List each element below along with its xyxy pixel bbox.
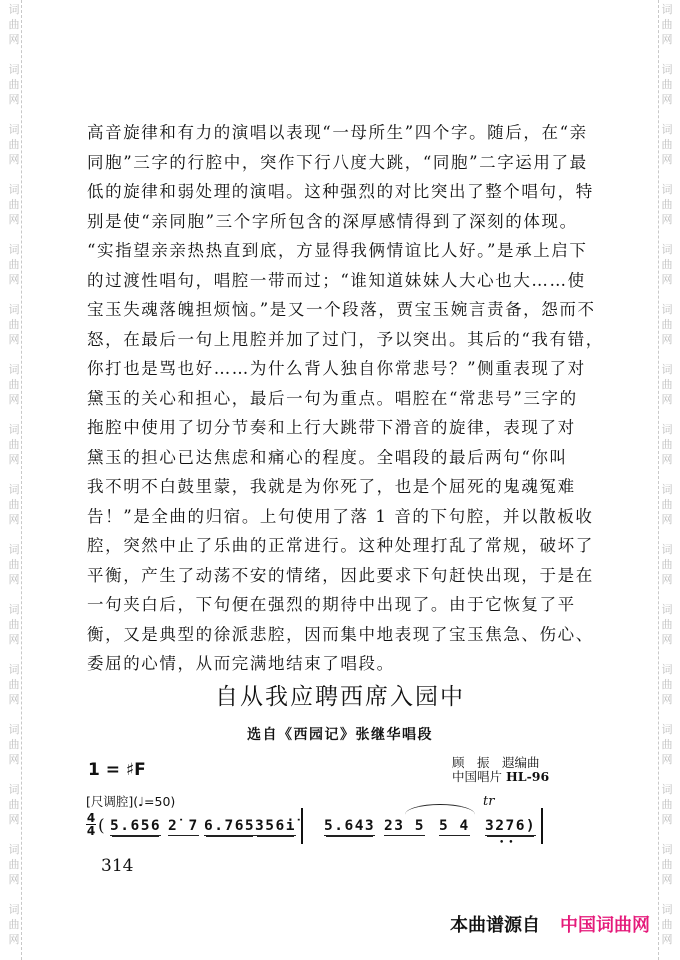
credits: [452, 756, 549, 784]
watermark-text: 词 曲 网: [661, 723, 673, 766]
body-line: 的过渡性唱句，唱腔一带而过；“谁知道妹妹人大心也大……使: [87, 270, 586, 290]
trill-mark: tr: [483, 794, 495, 809]
low-octave-dots: ••: [499, 838, 518, 848]
watermark-text: 词 曲 网: [8, 183, 20, 226]
arranger: 顾 振 遐编曲: [452, 755, 540, 770]
watermark-text: 词 曲 网: [661, 303, 673, 346]
watermark-text: 词 曲 网: [8, 363, 20, 406]
key-signature: 1 = ♯F: [88, 760, 146, 780]
body-line: 告！”是全曲的归宿。上句使用了落 1 音的下句腔，并以散板收: [87, 506, 594, 526]
body-line: 委屈的心情，从而完满地结束了唱段。: [87, 654, 395, 673]
watermark-column-right: [656, 0, 678, 960]
watermark-text: 词 曲 网: [8, 903, 20, 946]
watermark-text: 词 曲 网: [8, 243, 20, 286]
record-label: 中国唱片: [452, 769, 503, 784]
watermark-text: 词 曲 网: [8, 843, 20, 886]
watermark-text: 词 曲 网: [661, 783, 673, 826]
watermark-text: 词 曲 网: [8, 603, 20, 646]
watermark-text: 词 曲 网: [661, 63, 673, 106]
watermark-text: 词 曲 网: [661, 843, 673, 886]
body-line: 衡，又是典型的徐派悲腔，因而集中地表现了宝玉焦急、伤心、: [87, 624, 594, 644]
watermark-text: 词 曲 网: [8, 303, 20, 346]
watermark-text: 词 曲 网: [8, 723, 20, 766]
watermark-text: 词 曲 网: [8, 123, 20, 166]
bar-line: [541, 808, 543, 844]
body-line: 别是使“亲同胞”三个字所包含的深厚感情得到了深刻的体现。: [87, 211, 578, 231]
note-group: 3276): [485, 818, 537, 834]
song-title: 自从我应聘西席入园中: [215, 684, 465, 710]
source-credit: [450, 911, 650, 937]
song-subtitle: 选自《西园记》张继华唱段: [247, 727, 433, 743]
body-line: 你打也是骂也好……为什么背人独自你常悲号？”侧重表现了对: [87, 359, 586, 378]
body-line: 怒，在最后一句上甩腔并加了过门，予以突出。其后的“我有错，: [87, 329, 604, 349]
body-line: 平衡，产生了动荡不安的情绪，因此要求下句赶快出现，于是在: [87, 565, 594, 585]
watermark-text: 词 曲 网: [661, 423, 673, 466]
body-line: 拖腔中使用了切分节奏和上行大跳带下滑音的旋律，表现了对: [87, 418, 576, 437]
watermark-text: 词 曲 网: [661, 243, 673, 286]
body-paragraph: [87, 118, 604, 679]
watermark-text: 词 曲 网: [661, 663, 673, 706]
watermark-text: 词 曲 网: [661, 3, 673, 46]
time-signature: [86, 812, 96, 837]
body-line: 腔，突然中止了乐曲的正常进行。这种处理打乱了常规，破坏了: [87, 536, 594, 555]
body-line: 我不明不白鼓里蒙，我就是为你死了，也是个屈死的鬼魂冤难: [87, 477, 576, 496]
watermark-text: 词 曲 网: [8, 783, 20, 826]
watermark-text: 词 曲 网: [8, 483, 20, 526]
note-group: 23 5: [384, 818, 425, 834]
time-sig-bottom: 4: [86, 824, 96, 838]
body-line: 低的旋律和弱处理的演唱。这种强烈的对比突出了整个唱句，特: [87, 182, 594, 201]
body-line: 一句夹白后，下句便在强烈的期待中出现了。由于它恢复了平: [87, 595, 576, 614]
tempo-marking: [尺调腔](♩=50): [86, 794, 176, 809]
body-line: 黛玉的担心已达焦虑和痛心的程度。全唱段的最后两句“你叫: [87, 447, 568, 467]
note-group: 5.656: [110, 818, 162, 834]
watermark-text: 词 曲 网: [661, 363, 673, 406]
watermark-text: 词 曲 网: [661, 903, 673, 946]
record-id: HL-96: [506, 769, 550, 784]
watermark-text: 词 曲 网: [8, 3, 20, 46]
note-group: 2̇ 7: [168, 818, 199, 834]
body-line: 高音旋律和有力的演唱以表现“一母所生”四个字。随后，在“亲: [87, 123, 588, 142]
dashed-divider-right: [658, 0, 659, 960]
page-number: 314: [101, 856, 134, 876]
time-sig-top: 4: [86, 811, 96, 825]
body-line: 黛玉的关心和担心，最后一句为重点。唱腔在“常悲号”三字的: [87, 388, 578, 408]
note-group: 6.765: [204, 818, 256, 834]
watermark-text: 词 曲 网: [8, 63, 20, 106]
body-line: “实指望亲亲热热直到底，方显得我俩情谊比人好。”是承上启下: [87, 241, 588, 260]
body-line: 宝玉失魂落魄担烦恼。”是又一个段落，贾宝玉婉言责备，怨而不: [87, 300, 596, 319]
watermark-text: 词 曲 网: [8, 543, 20, 586]
note-group: 356i̇: [255, 818, 296, 834]
source-label: 本曲谱源自: [450, 915, 540, 936]
note-group: 5 4: [439, 818, 470, 834]
watermark-text: 词 曲 网: [661, 123, 673, 166]
note-group: 5.643: [324, 818, 376, 834]
open-paren: (: [98, 816, 105, 836]
body-line: 同胞”三字的行腔中，突作下行八度大跳，“同胞”二字运用了最: [87, 152, 588, 172]
watermark-text: 词 曲 网: [8, 663, 20, 706]
watermark-text: 词 曲 网: [661, 483, 673, 526]
dashed-divider-left: [21, 0, 22, 960]
watermark-text: 词 曲 网: [661, 603, 673, 646]
watermark-text: 词 曲 网: [8, 423, 20, 466]
bar-line: [301, 808, 303, 844]
watermark-text: 词 曲 网: [661, 183, 673, 226]
watermark-text: 词 曲 网: [661, 543, 673, 586]
record-info: [452, 770, 549, 784]
source-site-link[interactable]: 中国词曲网: [560, 915, 650, 936]
